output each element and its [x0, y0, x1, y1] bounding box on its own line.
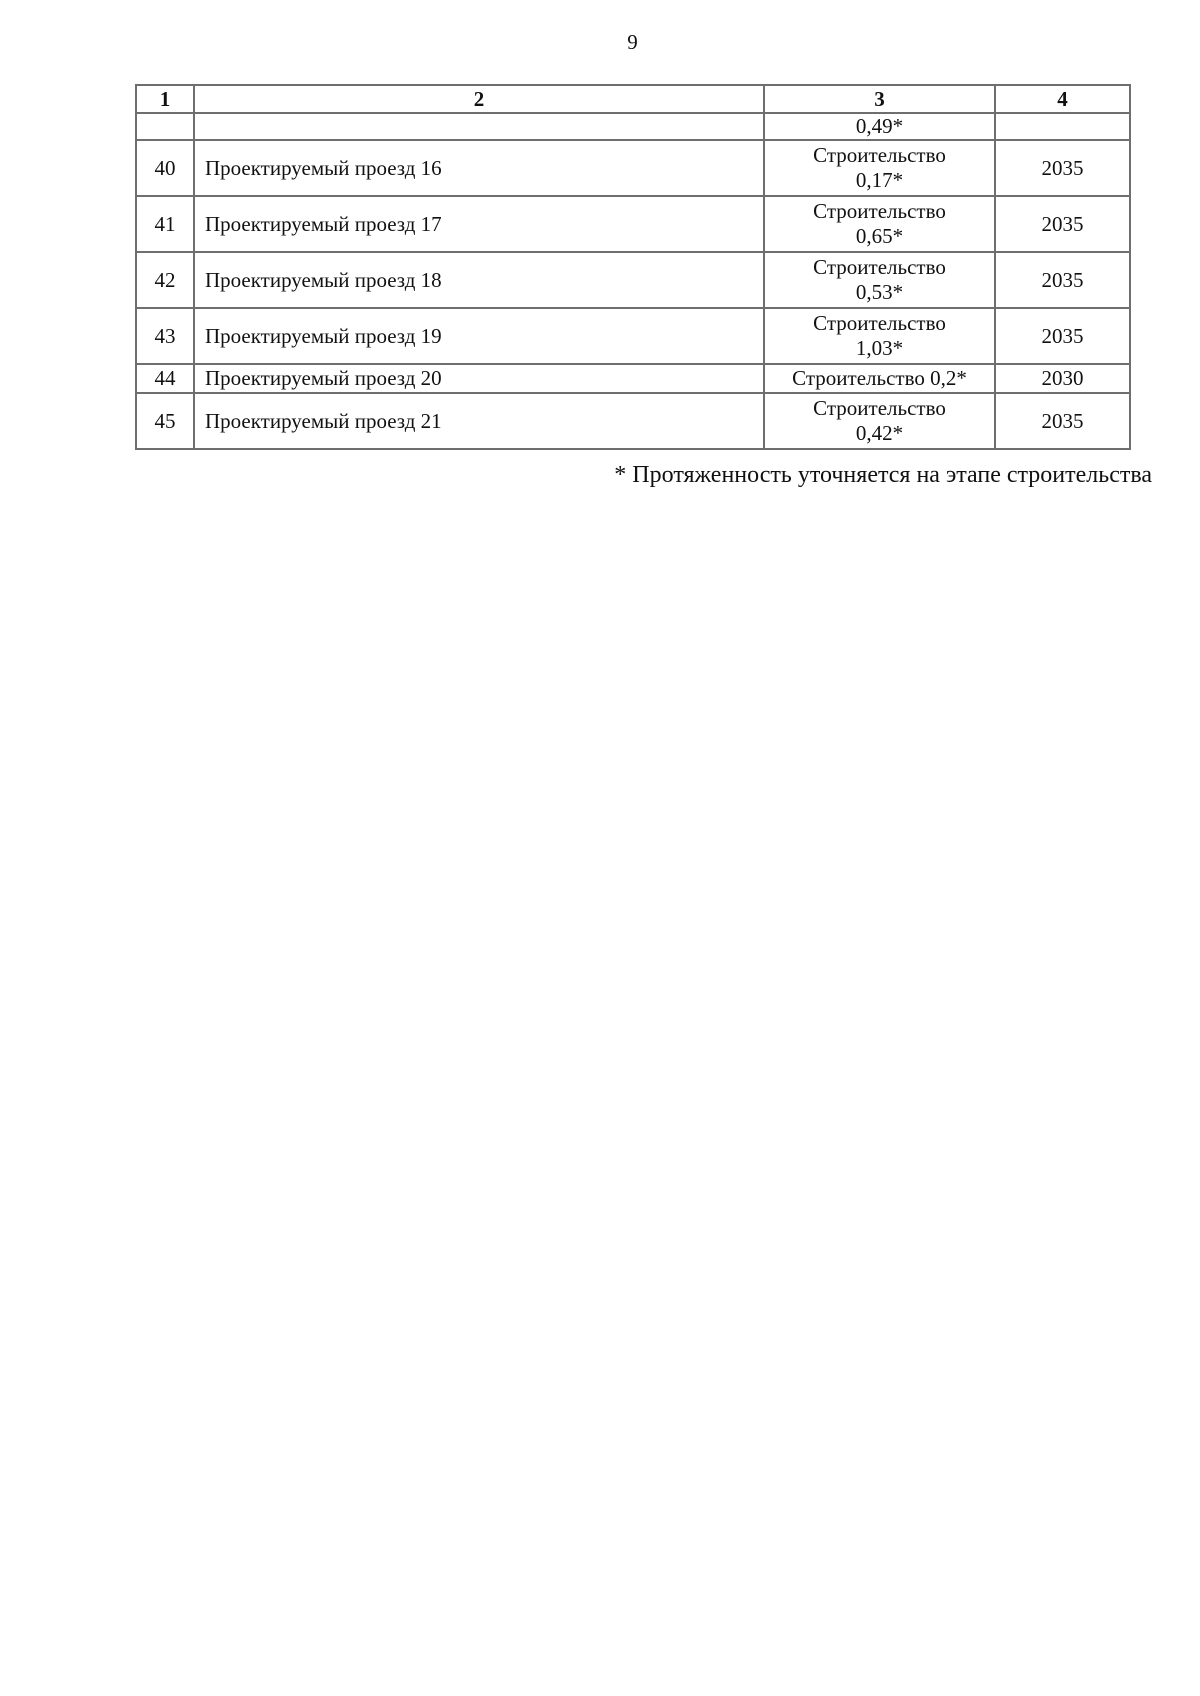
cell-num: 42: [136, 252, 194, 308]
footnote: * Протяженность уточняется на этапе строительства: [614, 462, 1152, 488]
cell-num: 44: [136, 364, 194, 393]
table-row: [136, 252, 1130, 308]
cell-year: 2030: [995, 364, 1130, 393]
cell-num: [136, 113, 194, 140]
table-row: [136, 308, 1130, 364]
cell-year: 2035: [995, 196, 1130, 252]
cell-work: Строительство 0,53*: [764, 252, 995, 308]
cell-work: Строительство 0,2*: [764, 364, 995, 393]
cell-work: Строительство 0,42*: [764, 393, 995, 449]
cell-name: Проектируемый проезд 17: [194, 196, 764, 252]
table-row: [136, 140, 1130, 196]
header-col-4: 4: [995, 85, 1130, 113]
header-col-3: 3: [764, 85, 995, 113]
cell-work: Строительство 0,65*: [764, 196, 995, 252]
table-row: [136, 364, 1130, 393]
header-col-1: 1: [136, 85, 194, 113]
cell-year: 2035: [995, 140, 1130, 196]
cell-name: Проектируемый проезд 18: [194, 252, 764, 308]
table-header-row: [136, 85, 1130, 113]
cell-work: Строительство 1,03*: [764, 308, 995, 364]
cell-name: Проектируемый проезд 16: [194, 140, 764, 196]
table-row-continuation: [136, 113, 1130, 140]
page-number: 9: [627, 30, 638, 54]
cell-name: Проектируемый проезд 21: [194, 393, 764, 449]
table-row: [136, 393, 1130, 449]
cell-name: Проектируемый проезд 19: [194, 308, 764, 364]
cell-num: 43: [136, 308, 194, 364]
table-row: [136, 196, 1130, 252]
cell-work: Строительство 0,17*: [764, 140, 995, 196]
cell-name: [194, 113, 764, 140]
cell-name: Проектируемый проезд 20: [194, 364, 764, 393]
cell-year: 2035: [995, 393, 1130, 449]
cell-year: [995, 113, 1130, 140]
cell-num: 41: [136, 196, 194, 252]
construction-table: [135, 84, 1131, 450]
cell-year: 2035: [995, 252, 1130, 308]
cell-year: 2035: [995, 308, 1130, 364]
header-col-2: 2: [194, 85, 764, 113]
cell-num: 45: [136, 393, 194, 449]
cell-num: 40: [136, 140, 194, 196]
cell-work: 0,49*: [764, 113, 995, 140]
